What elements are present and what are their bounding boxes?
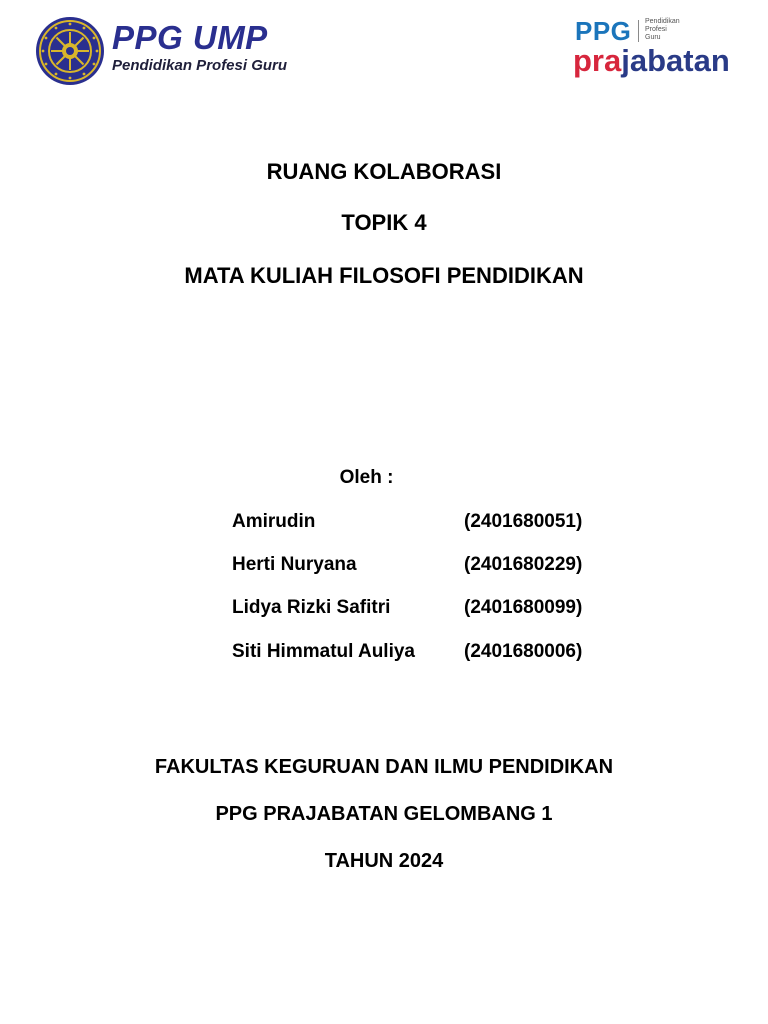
- authors-label: Oleh :: [339, 467, 394, 488]
- doc-title-line-1: RUANG KOLABORASI: [266, 159, 502, 184]
- ppg-ump-title: PPG UMP: [112, 19, 268, 56]
- member-id: (2401680006): [464, 641, 583, 662]
- member-id: (2401680099): [464, 597, 583, 618]
- ppg-mark: PPG: [575, 16, 632, 46]
- logo-divider: [638, 20, 639, 42]
- program-line: PPG PRAJABATAN GELOMBANG 1: [215, 803, 553, 825]
- faculty-line: FAKULTAS KEGURUAN DAN ILMU PENDIDIKAN: [154, 756, 614, 778]
- ppg-small-text: [645, 18, 705, 42]
- ppg-prajabatan-logo: [573, 16, 743, 82]
- ppg-small-line: Pendidikan: [645, 18, 680, 25]
- member-name: Herti Nuryana: [232, 554, 357, 575]
- doc-title-line-3: MATA KULIAH FILOSOFI PENDIDIKAN: [184, 263, 584, 288]
- ppg-ump-logo: [34, 14, 294, 86]
- member-id: (2401680051): [464, 511, 583, 532]
- ppg-small-line: Profesi: [645, 26, 667, 33]
- member-name: Siti Himmatul Auliya: [232, 641, 415, 662]
- member-name: Lidya Rizki Safitri: [232, 597, 391, 618]
- university-seal-icon: [34, 16, 106, 86]
- ppg-ump-subtitle: Pendidikan Profesi Guru: [112, 57, 288, 74]
- member-name: Amirudin: [232, 511, 316, 532]
- doc-title-line-2: TOPIK 4: [341, 210, 427, 235]
- year-line: TAHUN 2024: [324, 850, 444, 872]
- prajabatan-part-red: pra: [573, 43, 622, 78]
- prajabatan-part-navy: jabatan: [621, 43, 730, 78]
- prajabatan-wordmark: [573, 44, 730, 78]
- member-id: (2401680229): [464, 554, 583, 575]
- ppg-ump-wordmark: [112, 20, 287, 75]
- ppg-small-line: Guru: [645, 34, 661, 41]
